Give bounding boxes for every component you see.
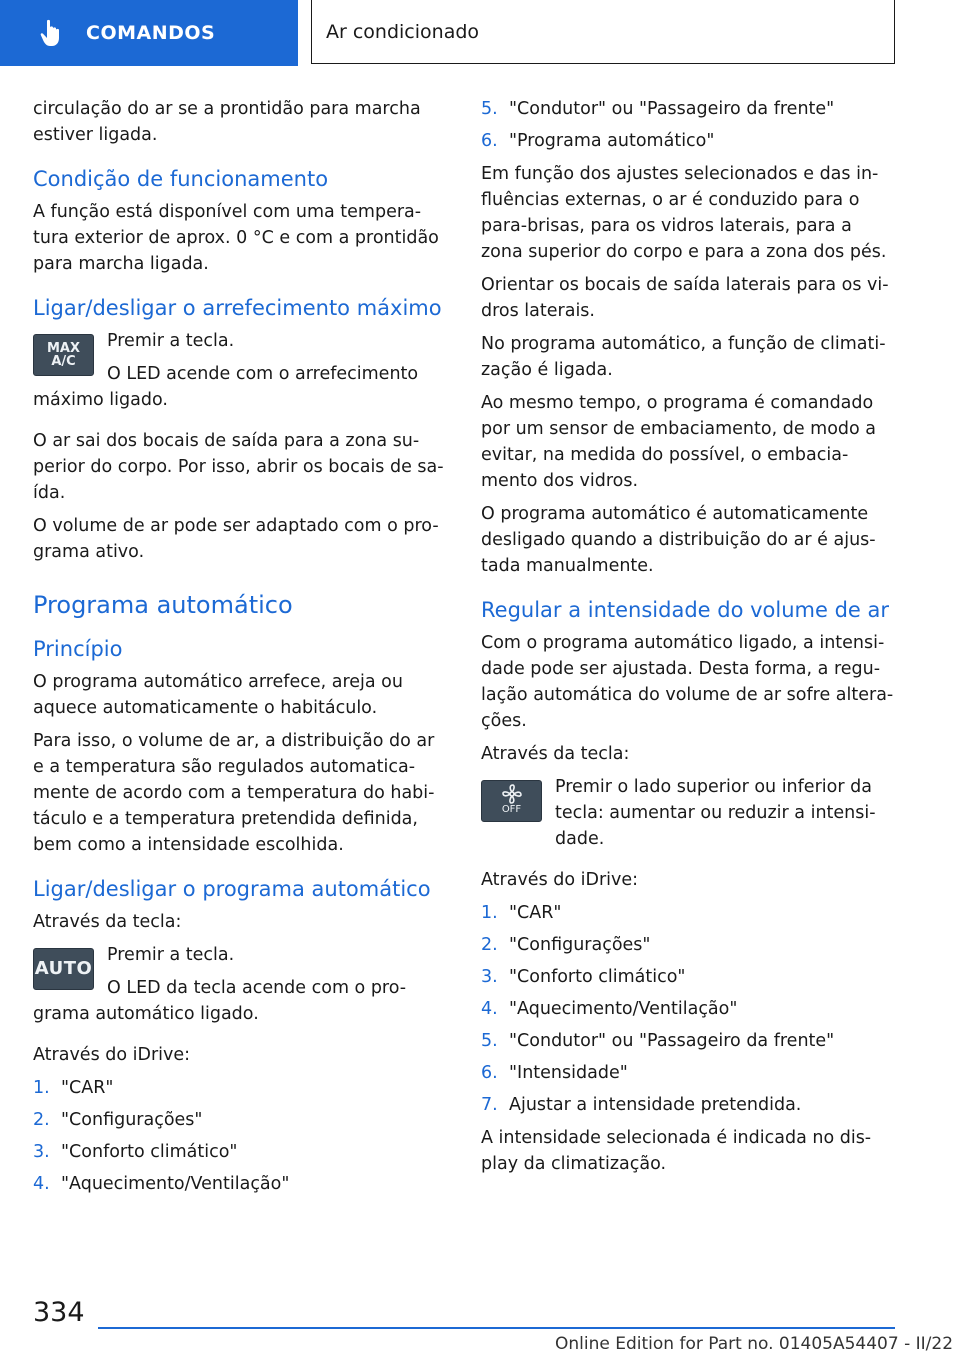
hand-pointer-icon <box>40 18 68 48</box>
right-column <box>481 96 896 1184</box>
principle-paragraph-1: O programa automático arrefece, areja ou aquece automaticamente o habitáculo. <box>33 672 403 718</box>
via-key-label-right: Através da tecla: <box>481 744 630 764</box>
fan-key-icon: OFF <box>481 780 542 822</box>
max-ac-paragraph-2: O volume de ar pode ser adaptado com o pro-grama ativo. <box>33 516 439 562</box>
list-item: 5. "Condutor" ou "Passageiro da frente" <box>481 99 835 119</box>
list-item: 5. "Condutor" ou "Passageiro da frente" <box>481 1031 835 1051</box>
max-ac-step: Premir a tecla. <box>107 331 235 351</box>
section-label: COMANDOS <box>86 22 216 44</box>
list-item: 1. "CAR" <box>481 903 562 923</box>
max-ac-key-icon: MAX A/C <box>33 334 94 376</box>
idrive-steps-continued <box>481 96 896 154</box>
principle-heading: Princípio <box>33 637 123 661</box>
chapter-title-box <box>311 0 895 64</box>
auto-paragraph-3: No programa automático, a função de climati-zação é ligada. <box>481 334 886 380</box>
list-item: 3. "Conforto climático" <box>481 967 686 987</box>
left-column <box>33 96 448 1204</box>
auto-paragraph-2: Orientar os bocais de saída laterais para os vi-dros laterais. <box>481 275 889 321</box>
page-number: 334 <box>33 1297 85 1328</box>
fan-key-instruction <box>481 774 896 859</box>
auto-program-section-title: Programa automático <box>33 591 293 619</box>
principle-paragraph-2: Para isso, o volume de ar, a distribuição do ar e a temperatura são regulados automatica-mente de acordo com a temperatura do habi-táculo e a temperatura pretendida definida, bem como a intensidade escolhida. <box>33 731 435 855</box>
fan-icon <box>501 783 523 805</box>
max-cooling-heading: Ligar/desligar o arrefecimento máximo <box>33 296 442 320</box>
intensity-heading: Regular a intensidade do volume de ar <box>481 598 890 622</box>
list-item: 2. "Configurações" <box>481 935 651 955</box>
footer-divider <box>98 1327 895 1329</box>
max-ac-paragraph-1: O ar sai dos bocais de saída para a zona su-perior do corpo. Por isso, abrir os bocais de sa-ída. <box>33 431 444 503</box>
list-item: 2. "Configurações" <box>33 1110 203 1130</box>
intensity-closing: A intensidade selecionada é indicada no dis-play da climatização. <box>481 1128 872 1174</box>
list-item: 6. "Programa automático" <box>481 131 715 151</box>
list-item: 4. "Aquecimento/Ventilação" <box>481 999 738 1019</box>
auto-paragraph-4: Ao mesmo tempo, o programa é comandado por um sensor de embaciamento, de modo a evitar, na medida do possível, o embacia-mento dos vidros. <box>481 393 877 491</box>
max-ac-instruction <box>33 328 448 420</box>
auto-key-instruction <box>33 942 448 1034</box>
idrive-steps-right <box>481 900 896 1118</box>
auto-paragraph-1: Em função dos ajustes selecionados e das in-fluências externas, o ar é conduzido para o para-brisas, para os vidros laterais, para a zona superior do corpo e para a zona dos pés. <box>481 164 887 262</box>
section-tab <box>0 0 298 66</box>
via-key-label: Através da tecla: <box>33 912 182 932</box>
auto-key-led: O LED da tecla acende com o pro-grama automático ligado. <box>33 978 407 1024</box>
via-idrive-label: Através do iDrive: <box>33 1045 191 1065</box>
list-item: 4. "Aquecimento/Ventilação" <box>33 1174 290 1194</box>
chapter-title: Ar condicionado <box>326 20 480 43</box>
condition-text: A função está disponível com uma tempera-tura exterior de aprox. 0 °C e com a prontidão para marcha ligada. <box>33 202 439 274</box>
toggle-auto-heading: Ligar/desligar o programa automático <box>33 877 431 901</box>
list-item: 7. Ajustar a intensidade pretendida. <box>481 1095 802 1115</box>
fan-key-step: Premir o lado superior ou inferior da tecla: aumentar ou reduzir a intensi-dade. <box>555 777 876 849</box>
list-item: 6. "Intensidade" <box>481 1063 628 1083</box>
condition-heading: Condição de funcionamento <box>33 167 329 191</box>
auto-key-step: Premir a tecla. <box>107 945 235 965</box>
intro-text: circulação do ar se a prontidão para marcha estiver ligada. <box>33 99 421 145</box>
intensity-paragraph: Com o programa automático ligado, a intensi-dade pode ser ajustada. Desta forma, a regu-lação automática do volume de ar sofre altera-ções. <box>481 633 894 731</box>
list-item: 1. "CAR" <box>33 1078 114 1098</box>
auto-paragraph-5: O programa automático é automaticamente desligado quando a distribuição do ar é ajus-tada manualmente. <box>481 504 876 576</box>
edition-note: Online Edition for Part no. 01405A54407 - II/22 <box>555 1334 954 1354</box>
list-item: 3. "Conforto climático" <box>33 1142 238 1162</box>
max-ac-led: O LED acende com o arrefecimento máximo ligado. <box>33 364 419 410</box>
auto-key-icon: AUTO <box>33 948 94 990</box>
via-idrive-label-right: Através do iDrive: <box>481 870 639 890</box>
idrive-steps-left <box>33 1075 448 1197</box>
